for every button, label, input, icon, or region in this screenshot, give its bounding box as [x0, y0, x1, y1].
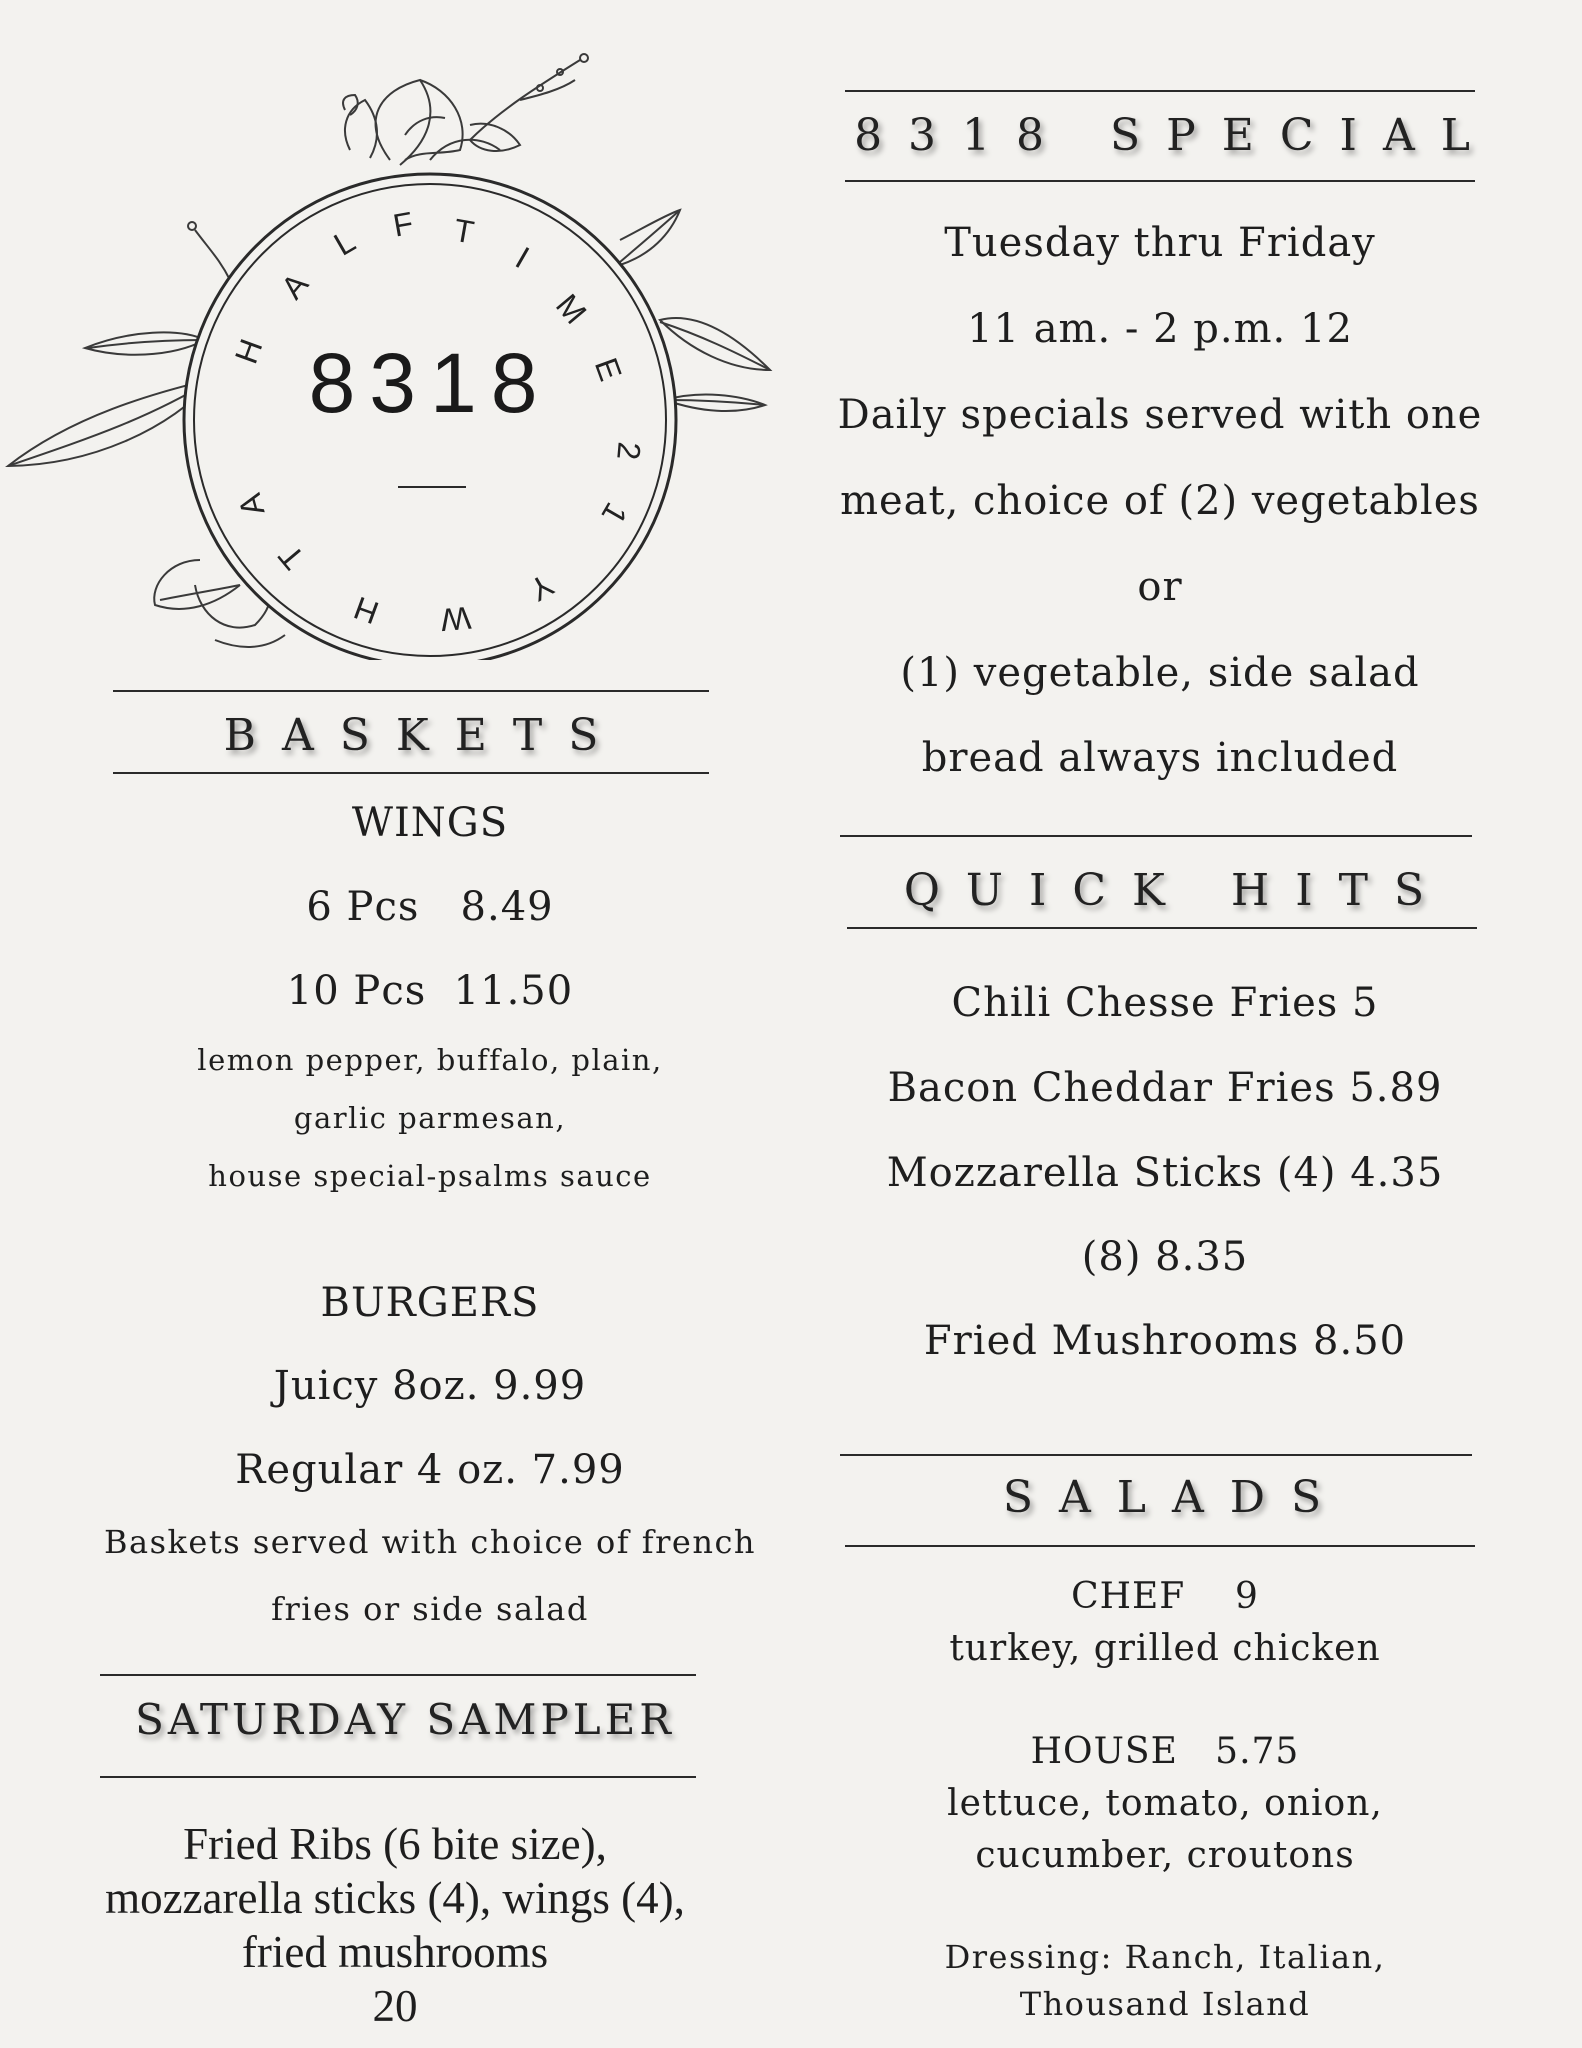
quick-hits-heading: QUICK HITS: [903, 865, 1451, 916]
burgers-price: Juicy 8oz. 9.99: [273, 1363, 587, 1409]
special-heading: 8318 SPECIAL: [854, 110, 1496, 161]
logo-ring-letter: M: [549, 287, 594, 331]
baskets-heading: BASKETS: [223, 710, 625, 761]
logo-ring-letter: 2: [610, 440, 648, 462]
logo-ring-letter: H: [349, 589, 384, 632]
logo-number: 8318: [308, 336, 552, 430]
logo-ring-letter: Y: [523, 566, 560, 609]
special-line: (1) vegetable, side salad: [900, 650, 1420, 696]
wings-title: WINGS: [351, 800, 509, 846]
logo: [0, 40, 800, 660]
salad-house-title: HOUSE 5.75: [1030, 1731, 1300, 1772]
quick-hits-item: (8) 8.35: [1081, 1234, 1249, 1280]
logo-ring-letter: E: [587, 353, 629, 386]
quick-hits-bottom-rule: [847, 927, 1477, 929]
baskets-note: fries or side salad: [271, 1590, 589, 1628]
wings-price: 10 Pcs 11.50: [286, 968, 574, 1014]
logo-ring-letter: I: [509, 239, 536, 276]
salad-chef-description: turkey, grilled chicken: [949, 1628, 1381, 1669]
special-top-rule: [845, 90, 1475, 92]
salad-dressing: Dressing: Ranch, Italian,: [944, 1938, 1386, 1976]
wings-flavors: lemon pepper, buffalo, plain,: [197, 1043, 663, 1077]
special-line: meat, choice of (2) vegetables: [840, 478, 1480, 524]
logo-ring-letter: H: [227, 334, 270, 369]
wings-flavors: house special-psalms sauce: [208, 1159, 652, 1193]
logo-ring-letter: F: [390, 204, 416, 244]
salads-heading: SALADS: [1002, 1472, 1348, 1523]
quick-hits-item: Mozzarella Sticks (4) 4.35: [886, 1150, 1444, 1196]
sampler-line: Fried Ribs (6 bite size),: [183, 1819, 607, 1869]
baskets-bottom-rule: [113, 772, 709, 774]
logo-ring-letter: T: [451, 211, 477, 251]
special-line: or: [1137, 564, 1183, 610]
special-line: Daily specials served with one: [837, 392, 1483, 438]
salads-top-rule: [840, 1454, 1472, 1456]
salads-bottom-rule: [845, 1545, 1475, 1547]
salad-dressing: Thousand Island: [1019, 1985, 1311, 2023]
sampler-line: mozzarella sticks (4), wings (4),: [105, 1873, 685, 1923]
salad-chef-title: CHEF 9: [1071, 1576, 1259, 1617]
burgers-title: BURGERS: [320, 1280, 540, 1326]
quick-hits-item: Fried Mushrooms 8.50: [923, 1318, 1407, 1364]
sampler-price: 20: [372, 1981, 418, 2031]
burgers-price: Regular 4 oz. 7.99: [235, 1447, 625, 1493]
baskets-note: Baskets served with choice of french: [104, 1523, 756, 1561]
wings-price: 6 Pcs 8.49: [306, 884, 554, 930]
logo-ring-letter: L: [327, 222, 362, 263]
sampler-bottom-rule: [100, 1776, 696, 1778]
logo-ring-letter: A: [273, 266, 316, 306]
quick-hits-item: Chili Chesse Fries 5: [951, 980, 1379, 1026]
quick-hits-top-rule: [840, 835, 1472, 837]
salad-house-description: cucumber, croutons: [975, 1835, 1355, 1876]
quick-hits-item: Bacon Cheddar Fries 5.89: [887, 1065, 1443, 1111]
logo-ring-letter: 1: [594, 496, 635, 531]
logo-ring-letter: A: [231, 489, 272, 520]
baskets-top-rule: [113, 690, 709, 692]
sampler-top-rule: [100, 1674, 696, 1676]
salad-house-description: lettuce, tomato, onion,: [947, 1783, 1383, 1824]
special-line: bread always included: [921, 735, 1399, 781]
special-line: Tuesday thru Friday: [944, 220, 1376, 266]
special-bottom-rule: [845, 180, 1475, 182]
special-line: 11 am. - 2 p.m. 12: [967, 306, 1353, 352]
wings-flavors: garlic parmesan,: [293, 1101, 567, 1135]
logo-ring-letter: T: [271, 538, 312, 577]
logo-ring-letter: W: [439, 599, 473, 639]
sampler-line: fried mushrooms: [241, 1927, 549, 1977]
sampler-heading: SATURDAY SAMPLER: [135, 1695, 675, 1744]
